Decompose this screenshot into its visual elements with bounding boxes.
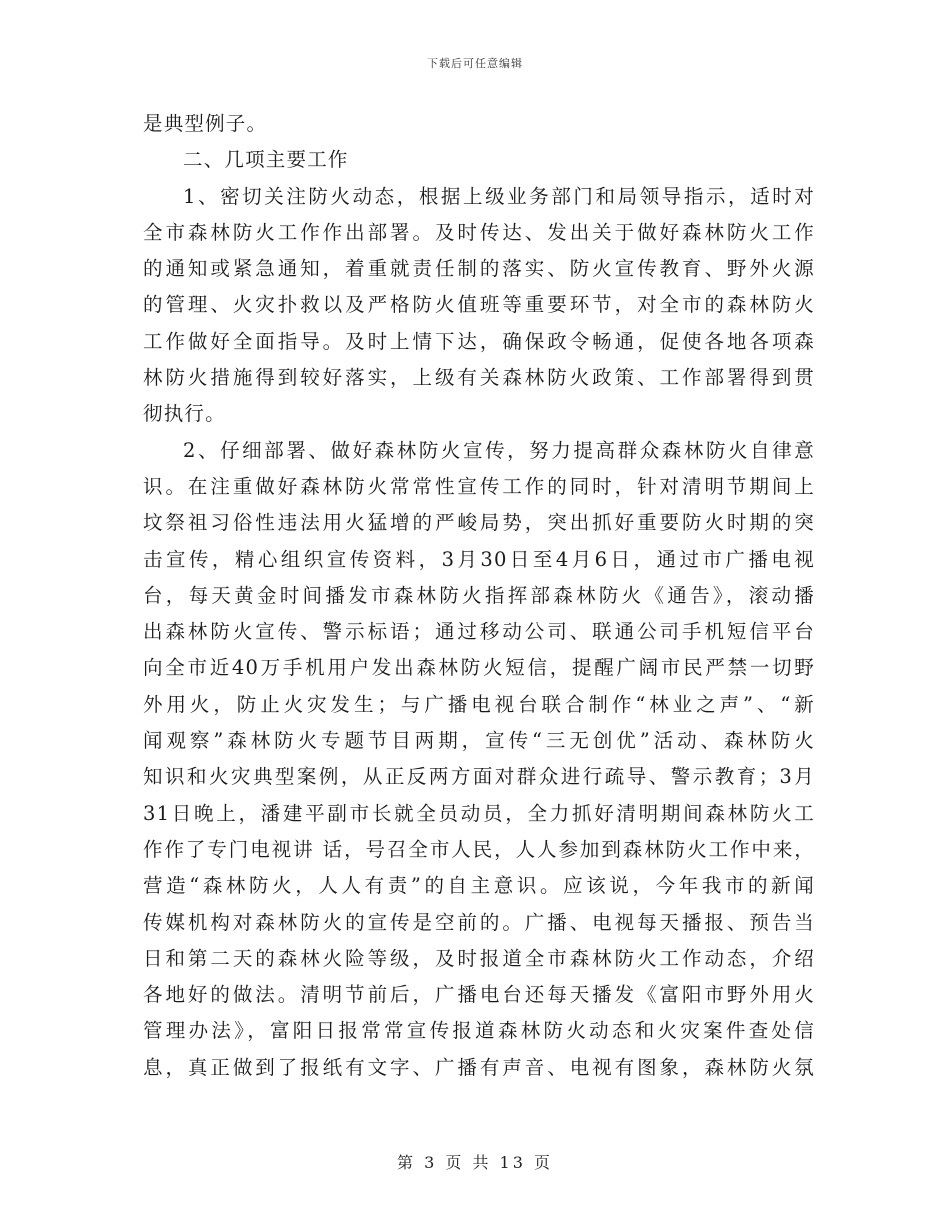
document-body — [143, 106, 815, 1086]
text-line: 的通知或紧急通知，着重就责任制的落实、防火宣传教育、野外火源 — [143, 257, 815, 281]
text-line: 台，每天黄金时间播发市森林防火指挥部森林防火《通告》，滚动播 — [143, 583, 815, 607]
text-line: 知识和火灾典型案例，从正反两方面对群众进行疏导、警示教育；3月 — [143, 765, 815, 789]
text-line: 识。在注重做好森林防火常常性宣传工作的同时，针对清明节期间上 — [143, 474, 815, 498]
paragraph-1-start: 1、密切关注防火动态，根据上级业务部门和局领导指示，适时对 — [183, 184, 815, 208]
text-line: 工作做好全面指导。及时上情下达，确保政令畅通，促使各地各项森 — [143, 329, 815, 353]
text-line: 31日晚上，潘建平副市长就全员动员，全力抓好清明期间森林防火工 — [143, 801, 815, 825]
text-line: 向全市近40万手机用户发出森林防火短信，提醒广阔市民严禁一切野 — [143, 656, 815, 680]
text-line: 彻执行。 — [143, 402, 226, 426]
text-line: 是典型例子。 — [143, 112, 268, 135]
paragraph-2-start: 2、仔细部署、做好森林防火宣传，努力提高群众森林防火自律意 — [183, 438, 815, 462]
text-line: 外用火，防止火灾发生；与广播电视台联合制作“林业之声”、“新 — [143, 692, 815, 716]
text-line: 管理办法》，富阳日报常常宣传报道森林防火动态和火灾案件查处信 — [143, 1019, 815, 1043]
text-line: 击宣传，精心组织宣传资料，3月30日至4月6日，通过市广播电视 — [143, 547, 815, 571]
text-line: 出森林防火宣传、警示标语；通过移动公司、联通公司手机短信平台 — [143, 620, 815, 644]
text-line: 各地好的做法。清明节前后，广播电台还每天播发《富阳市野外用火 — [143, 983, 815, 1007]
text-line: 全市森林防火工作作出部署。及时传达、发出关于做好森林防火工作 — [143, 220, 815, 244]
page-number-footer: 第 3 页 共 13 页 — [397, 1153, 553, 1172]
section-heading: 二、几项主要工作 — [183, 148, 349, 172]
text-line: 坟祭祖习俗性违法用火猛增的严峻局势，突出抓好重要防火时期的突 — [143, 511, 815, 535]
text-line: 传媒机构对森林防火的宣传是空前的。广播、电视每天播报、预告当 — [143, 910, 815, 934]
text-line: 的管理、火灾扑救以及严格防火值班等重要环节，对全市的森林防火 — [143, 293, 815, 317]
text-line: 作作了专门电视讲 话，号召全市人民，人人参加到森林防火工作中来， — [143, 837, 815, 861]
text-line: 闻观察”森林防火专题节目两期，宣传“三无创优”活动、森林防火 — [143, 729, 815, 753]
text-line: 息，真正做到了报纸有文字、广播有声音、电视有图象，森林防火氛 — [143, 1055, 815, 1079]
text-line: 林防火措施得到较好落实，上级有关森林防火政策、工作部署得到贯 — [143, 366, 815, 390]
text-line: 营造“森林防火，人人有责”的自主意识。应该说，今年我市的新闻 — [143, 874, 815, 898]
text-line: 日和第二天的森林火险等级，及时报道全市森林防火工作动态，介绍 — [143, 946, 815, 970]
page-header: 下载后可任意编辑 — [427, 57, 523, 70]
